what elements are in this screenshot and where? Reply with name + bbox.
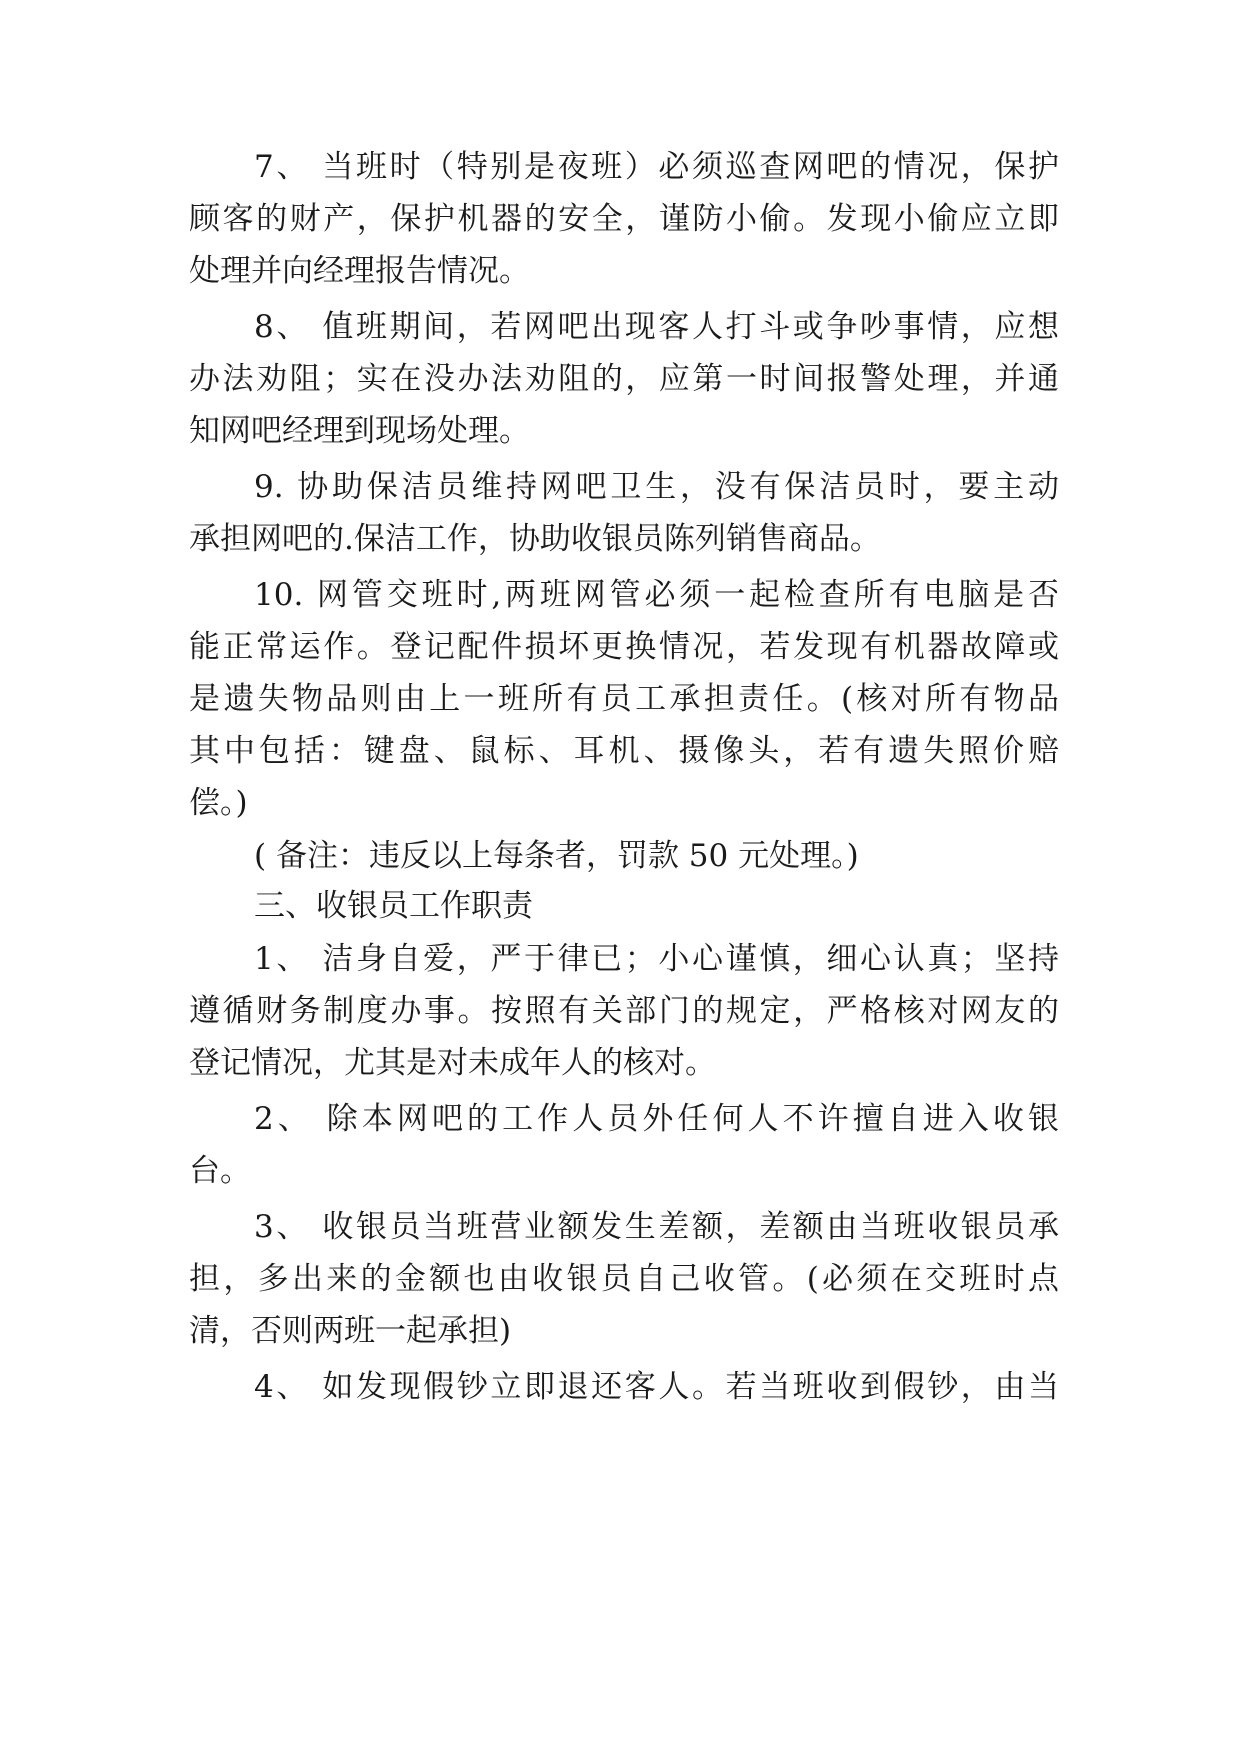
text-line: 承担网吧的.保洁工作，协助收银员陈列销售商品。	[189, 521, 881, 557]
text-line: 4、 如发现假钞立即退还客人。若当班收到假钞，由当	[254, 1369, 1059, 1405]
text-line: 9. 协助保洁员维持网吧卫生，没有保洁员时，要主动	[254, 469, 1059, 505]
text-line: 知网吧经理到现场处理。	[189, 413, 530, 449]
text-line: 1、 洁身自爱，严于律已；小心谨慎，细心认真；坚持	[254, 941, 1059, 977]
text-line: 清，否则两班一起承担)	[189, 1313, 512, 1349]
text-line: 10. 网管交班时,两班网管必须一起检查所有电脑是否	[254, 577, 1059, 613]
text-line: 7、 当班时（特别是夜班）必须巡查网吧的情况，保护	[254, 149, 1059, 185]
section-heading: 三、收银员工作职责	[254, 888, 533, 924]
text-line: 担，多出来的金额也由收银员自己收管。(必须在交班时点	[189, 1261, 1059, 1297]
text-line: 登记情况，尤其是对未成年人的核对。	[189, 1045, 716, 1081]
note-line: ( 备注：违反以上每条者，罚款 50 元处理。)	[254, 838, 859, 874]
text-line: 办法劝阻；实在没办法劝阻的，应第一时间报警处理，并通	[189, 361, 1059, 397]
text-line: 其中包括：键盘、鼠标、耳机、摄像头，若有遗失照价赔	[189, 733, 1059, 769]
text-line: 能正常运作。登记配件损坏更换情况，若发现有机器故障或	[189, 629, 1059, 665]
text-line: 顾客的财产，保护机器的安全，谨防小偷。发现小偷应立即	[189, 201, 1059, 237]
text-line: 台。	[189, 1153, 251, 1189]
text-line: 2、 除本网吧的工作人员外任何人不许擅自进入收银	[254, 1101, 1059, 1137]
text-line: 处理并向经理报告情况。	[189, 253, 530, 289]
text-line: 8、 值班期间，若网吧出现客人打斗或争吵事情，应想	[254, 309, 1059, 345]
text-line: 3、 收银员当班营业额发生差额，差额由当班收银员承	[254, 1209, 1059, 1245]
text-line: 遵循财务制度办事。按照有关部门的规定，严格核对网友的	[189, 993, 1059, 1029]
text-line: 偿。)	[189, 785, 248, 821]
text-line: 是遗失物品则由上一班所有员工承担责任。(核对所有物品	[189, 681, 1059, 717]
